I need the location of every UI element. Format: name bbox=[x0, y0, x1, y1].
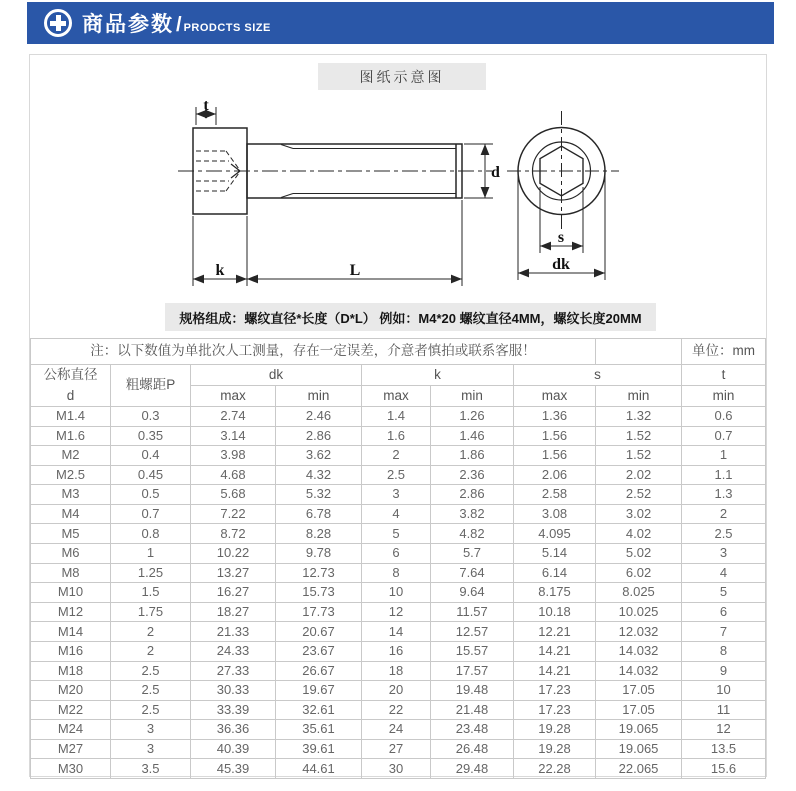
table-row bbox=[31, 700, 766, 720]
table-row bbox=[31, 563, 766, 583]
cell: 18 bbox=[362, 661, 431, 681]
cell: 5.68 bbox=[191, 485, 276, 505]
cell: 17.23 bbox=[514, 700, 596, 720]
cell: 8 bbox=[362, 563, 431, 583]
cell: 14.21 bbox=[514, 641, 596, 661]
dim-label-k: k bbox=[215, 262, 225, 279]
cell: 6 bbox=[362, 544, 431, 564]
cell: 1.6 bbox=[362, 426, 431, 446]
cell: 3.02 bbox=[596, 504, 682, 524]
cell: 9.78 bbox=[276, 544, 362, 564]
cell: 3.14 bbox=[191, 426, 276, 446]
cell: 24 bbox=[362, 720, 431, 740]
cell: 1.1 bbox=[682, 465, 766, 485]
table-row bbox=[31, 465, 766, 485]
cell: 17.05 bbox=[596, 700, 682, 720]
table-row bbox=[31, 720, 766, 740]
cell: 6 bbox=[682, 602, 766, 622]
cell: 2.5 bbox=[111, 700, 191, 720]
cell: 33.39 bbox=[191, 700, 276, 720]
cell: 4.095 bbox=[514, 524, 596, 544]
dimension-labels bbox=[203, 97, 570, 279]
table-row bbox=[31, 602, 766, 622]
cell: 7.22 bbox=[191, 504, 276, 524]
cell: 40.39 bbox=[191, 739, 276, 759]
cell: 12.032 bbox=[596, 622, 682, 642]
col-header-k: k bbox=[362, 365, 514, 386]
col-header-pitch: 粗螺距P bbox=[111, 365, 191, 407]
cell: 44.61 bbox=[276, 759, 362, 779]
cell: 13.5 bbox=[682, 739, 766, 759]
cell: 19.065 bbox=[596, 720, 682, 740]
cell: 39.61 bbox=[276, 739, 362, 759]
table-row bbox=[31, 759, 766, 779]
cell: 9 bbox=[682, 661, 766, 681]
subheader-t-min: min bbox=[682, 386, 766, 407]
cell: 5.7 bbox=[431, 544, 514, 564]
cell: M14 bbox=[31, 622, 111, 642]
cell: M2.5 bbox=[31, 465, 111, 485]
cell: 45.39 bbox=[191, 759, 276, 779]
cell: 1.46 bbox=[431, 426, 514, 446]
cell: M1.6 bbox=[31, 426, 111, 446]
cell: 7.64 bbox=[431, 563, 514, 583]
side-dimension-lines bbox=[193, 107, 493, 286]
subheader-dk-max: max bbox=[191, 386, 276, 407]
cell: 5.32 bbox=[276, 485, 362, 505]
cell: 32.61 bbox=[276, 700, 362, 720]
diagram-caption: 图纸示意图 bbox=[318, 63, 486, 90]
cell: 19.065 bbox=[596, 739, 682, 759]
cell: 5.14 bbox=[514, 544, 596, 564]
cell: 6.14 bbox=[514, 563, 596, 583]
cell: M10 bbox=[31, 583, 111, 603]
cell: M16 bbox=[31, 641, 111, 661]
cell: 1.32 bbox=[596, 407, 682, 427]
cell: 14 bbox=[362, 622, 431, 642]
cell: 20.67 bbox=[276, 622, 362, 642]
cell: 1.5 bbox=[111, 583, 191, 603]
cell: 0.6 bbox=[682, 407, 766, 427]
cell: 0.5 bbox=[111, 485, 191, 505]
cell: 1.4 bbox=[362, 407, 431, 427]
cell: 29.48 bbox=[431, 759, 514, 779]
dim-label-s: s bbox=[557, 229, 565, 246]
cell: 13.27 bbox=[191, 563, 276, 583]
cell: 12.21 bbox=[514, 622, 596, 642]
section-banner bbox=[27, 2, 774, 44]
cell: 10 bbox=[362, 583, 431, 603]
cell: 3.82 bbox=[431, 504, 514, 524]
cell: M2 bbox=[31, 446, 111, 466]
cell: 16 bbox=[362, 641, 431, 661]
cell: 2 bbox=[682, 504, 766, 524]
cell: 16.27 bbox=[191, 583, 276, 603]
cell: 2.36 bbox=[431, 465, 514, 485]
cell: 36.36 bbox=[191, 720, 276, 740]
cell: 11 bbox=[682, 700, 766, 720]
cell: 8.025 bbox=[596, 583, 682, 603]
cell: 22 bbox=[362, 700, 431, 720]
cell: 19.28 bbox=[514, 720, 596, 740]
cell: M20 bbox=[31, 681, 111, 701]
cell: 3 bbox=[111, 739, 191, 759]
table-note-row bbox=[31, 339, 766, 365]
dim-label-L: L bbox=[349, 262, 361, 279]
cell: 1.56 bbox=[514, 446, 596, 466]
table-row bbox=[31, 524, 766, 544]
cell: 2.5 bbox=[111, 661, 191, 681]
empty-cell bbox=[596, 339, 682, 365]
table-row bbox=[31, 407, 766, 427]
cell: 8.175 bbox=[514, 583, 596, 603]
cell: 26.48 bbox=[431, 739, 514, 759]
cell: 10.025 bbox=[596, 602, 682, 622]
cell: 18.27 bbox=[191, 602, 276, 622]
cell: 0.4 bbox=[111, 446, 191, 466]
cell: 21.48 bbox=[431, 700, 514, 720]
cell: 10.18 bbox=[514, 602, 596, 622]
cell: 17.05 bbox=[596, 681, 682, 701]
cell: 10 bbox=[682, 681, 766, 701]
cell: 17.73 bbox=[276, 602, 362, 622]
cell: 5 bbox=[362, 524, 431, 544]
technical-drawing bbox=[30, 95, 766, 303]
subheader-k-min: min bbox=[431, 386, 514, 407]
cell: 35.61 bbox=[276, 720, 362, 740]
cell: 0.3 bbox=[111, 407, 191, 427]
cell: 1.75 bbox=[111, 602, 191, 622]
cell: 2.46 bbox=[276, 407, 362, 427]
cell: 2.5 bbox=[111, 681, 191, 701]
cell: M30 bbox=[31, 759, 111, 779]
cell: 22.065 bbox=[596, 759, 682, 779]
cell: 4.82 bbox=[431, 524, 514, 544]
cell: M6 bbox=[31, 544, 111, 564]
table-row bbox=[31, 544, 766, 564]
cell: 14.032 bbox=[596, 641, 682, 661]
size-table bbox=[30, 338, 766, 779]
cell: 1.26 bbox=[431, 407, 514, 427]
col-header-t: t bbox=[682, 365, 766, 386]
cell: 8.28 bbox=[276, 524, 362, 544]
cell: 6.78 bbox=[276, 504, 362, 524]
cell: 2.86 bbox=[276, 426, 362, 446]
table-row bbox=[31, 739, 766, 759]
cell: 15.73 bbox=[276, 583, 362, 603]
dim-label-dk: dk bbox=[552, 256, 570, 273]
cell: 20 bbox=[362, 681, 431, 701]
cell: 19.28 bbox=[514, 739, 596, 759]
cell: 27.33 bbox=[191, 661, 276, 681]
cell: 15.6 bbox=[682, 759, 766, 779]
cell: 1.36 bbox=[514, 407, 596, 427]
cell: 19.67 bbox=[276, 681, 362, 701]
cell: 4 bbox=[362, 504, 431, 524]
cell: 2.06 bbox=[514, 465, 596, 485]
cell: 0.7 bbox=[682, 426, 766, 446]
subheader-k-max: max bbox=[362, 386, 431, 407]
cell: 2.5 bbox=[362, 465, 431, 485]
cell: 3.08 bbox=[514, 504, 596, 524]
cell: 11.57 bbox=[431, 602, 514, 622]
banner-title bbox=[82, 8, 271, 38]
cell: 8.72 bbox=[191, 524, 276, 544]
cell: 14.21 bbox=[514, 661, 596, 681]
cell: 1 bbox=[111, 544, 191, 564]
cell: 2.74 bbox=[191, 407, 276, 427]
cell: 17.57 bbox=[431, 661, 514, 681]
cell: M4 bbox=[31, 504, 111, 524]
cell: 12 bbox=[362, 602, 431, 622]
banner-title-slash: / bbox=[176, 14, 182, 36]
table-row bbox=[31, 583, 766, 603]
cell: 12 bbox=[682, 720, 766, 740]
cell: M8 bbox=[31, 563, 111, 583]
cell: 12.57 bbox=[431, 622, 514, 642]
cell: 0.45 bbox=[111, 465, 191, 485]
cell: 2.86 bbox=[431, 485, 514, 505]
cell: 2.58 bbox=[514, 485, 596, 505]
cell: 2.52 bbox=[596, 485, 682, 505]
cell: M1.4 bbox=[31, 407, 111, 427]
cell: 23.48 bbox=[431, 720, 514, 740]
cell: 9.64 bbox=[431, 583, 514, 603]
cell: M12 bbox=[31, 602, 111, 622]
table-header-row-1 bbox=[31, 365, 766, 386]
subheader-dk-min: min bbox=[276, 386, 362, 407]
table-row bbox=[31, 426, 766, 446]
cell: 4.68 bbox=[191, 465, 276, 485]
table-row bbox=[31, 622, 766, 642]
cell: 10.22 bbox=[191, 544, 276, 564]
cell: 1.52 bbox=[596, 446, 682, 466]
cell: 17.23 bbox=[514, 681, 596, 701]
cell: 1.86 bbox=[431, 446, 514, 466]
cell: 21.33 bbox=[191, 622, 276, 642]
cell: 19.48 bbox=[431, 681, 514, 701]
cell: 4 bbox=[682, 563, 766, 583]
cell: 2 bbox=[111, 622, 191, 642]
spec-composition-note: 规格组成：螺纹直径*长度（D*L） 例如：M4*20 螺纹直径4MM，螺纹长度20MM bbox=[165, 303, 656, 331]
cell: 0.7 bbox=[111, 504, 191, 524]
cell: 3.98 bbox=[191, 446, 276, 466]
cell: 7 bbox=[682, 622, 766, 642]
dim-label-t: t bbox=[203, 97, 209, 114]
cell: 27 bbox=[362, 739, 431, 759]
cell: 26.67 bbox=[276, 661, 362, 681]
cell: 8 bbox=[682, 641, 766, 661]
cell: 22.28 bbox=[514, 759, 596, 779]
cell: 6.02 bbox=[596, 563, 682, 583]
table-row bbox=[31, 485, 766, 505]
cell: 1.52 bbox=[596, 426, 682, 446]
unit-label: 单位：mm bbox=[682, 339, 766, 365]
cell: 24.33 bbox=[191, 641, 276, 661]
cell: 2.02 bbox=[596, 465, 682, 485]
cell: 5 bbox=[682, 583, 766, 603]
table-row bbox=[31, 504, 766, 524]
cell: 4.32 bbox=[276, 465, 362, 485]
cell: 5.02 bbox=[596, 544, 682, 564]
content-box bbox=[29, 54, 767, 777]
cell: 3.62 bbox=[276, 446, 362, 466]
cell: 14.032 bbox=[596, 661, 682, 681]
cell: 12.73 bbox=[276, 563, 362, 583]
measurement-note: 注：以下数值为单批次人工测量，存在一定误差，介意者慎拍或联系客服！ bbox=[31, 339, 596, 365]
cell: M18 bbox=[31, 661, 111, 681]
cell: 2 bbox=[362, 446, 431, 466]
cell: 4.02 bbox=[596, 524, 682, 544]
cell: 30.33 bbox=[191, 681, 276, 701]
col-header-dk: dk bbox=[191, 365, 362, 386]
cell: 1 bbox=[682, 446, 766, 466]
cell: M22 bbox=[31, 700, 111, 720]
cell: 1.3 bbox=[682, 485, 766, 505]
cell: 0.35 bbox=[111, 426, 191, 446]
col-header-s: s bbox=[514, 365, 682, 386]
cell: M24 bbox=[31, 720, 111, 740]
dim-label-d: d bbox=[491, 164, 500, 181]
table-row bbox=[31, 446, 766, 466]
table-row bbox=[31, 681, 766, 701]
cell: 15.57 bbox=[431, 641, 514, 661]
subheader-s-min: min bbox=[596, 386, 682, 407]
plus-circle-icon bbox=[44, 9, 72, 37]
end-view-centerlines bbox=[507, 111, 619, 231]
cell: 1.25 bbox=[111, 563, 191, 583]
cell: 3.5 bbox=[111, 759, 191, 779]
cell: 3 bbox=[362, 485, 431, 505]
cell: 1.56 bbox=[514, 426, 596, 446]
banner-title-en: PRODCTS SIZE bbox=[183, 22, 271, 34]
cell: M27 bbox=[31, 739, 111, 759]
subheader-s-max: max bbox=[514, 386, 596, 407]
table-row bbox=[31, 661, 766, 681]
col-header-diameter: 公称直径 d bbox=[31, 365, 111, 407]
banner-title-zh: 商品参数 bbox=[82, 13, 174, 36]
cell: 23.67 bbox=[276, 641, 362, 661]
cell: 0.8 bbox=[111, 524, 191, 544]
cell: M3 bbox=[31, 485, 111, 505]
cell: 2 bbox=[111, 641, 191, 661]
cell: 3 bbox=[111, 720, 191, 740]
cell: 30 bbox=[362, 759, 431, 779]
cell: M5 bbox=[31, 524, 111, 544]
cell: 2.5 bbox=[682, 524, 766, 544]
cell: 3 bbox=[682, 544, 766, 564]
table-row bbox=[31, 641, 766, 661]
